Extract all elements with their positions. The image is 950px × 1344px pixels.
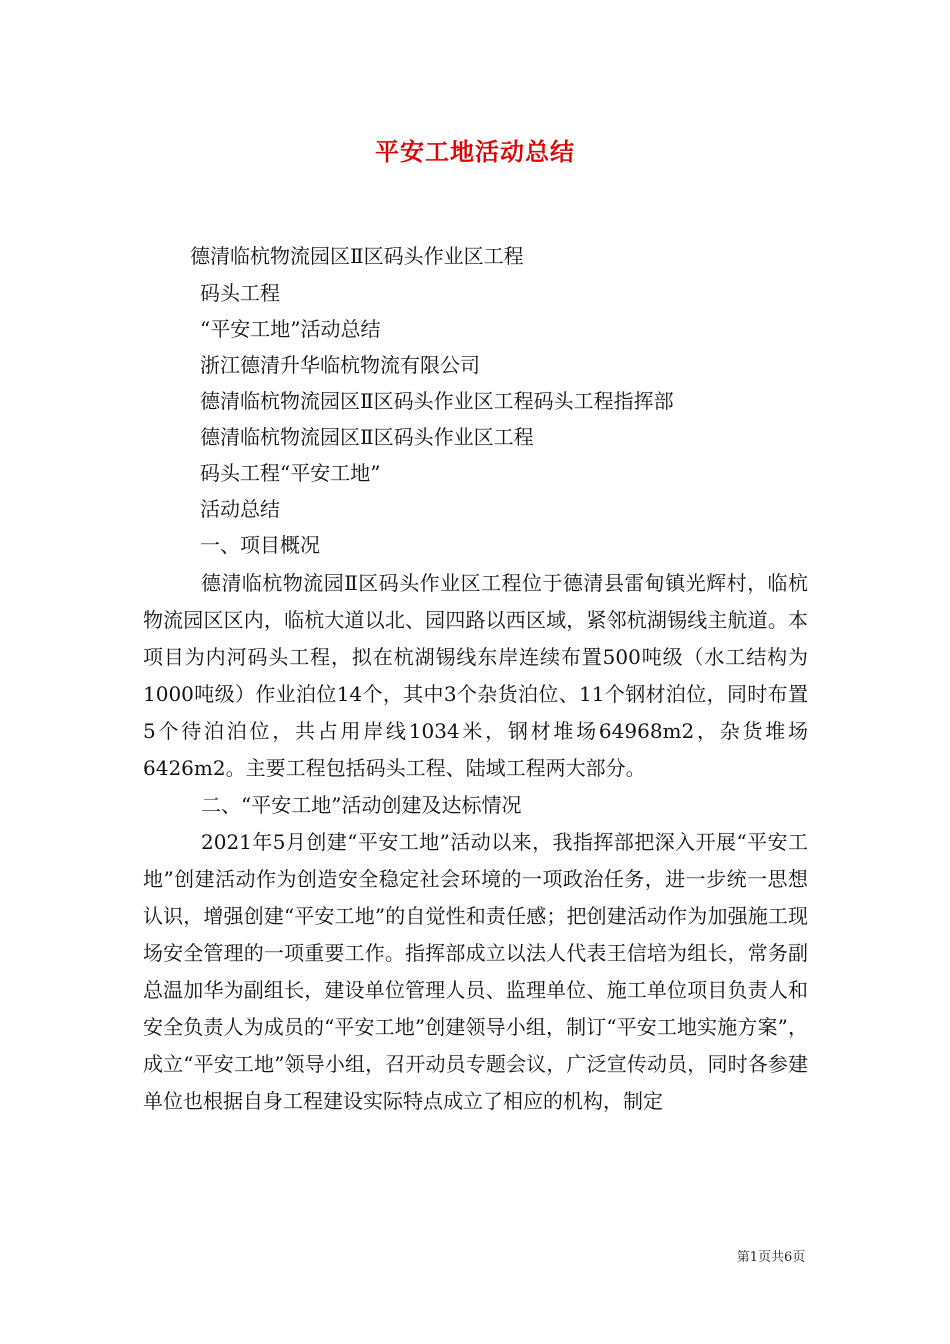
- header-line-wharf: 码头工程: [200, 281, 280, 305]
- header-line-project: 德清临杭物流园区Ⅱ区码头作业区工程: [190, 244, 524, 268]
- header-line-activity-summary: 活动总结: [200, 497, 280, 521]
- header-line-project-repeat: 德清临杭物流园区Ⅱ区码头作业区工程: [200, 425, 534, 449]
- paragraph-safe-site-activity: 2021年5月创建“平安工地”活动以来，我指挥部把深入开展“平安工地”创建活动作为创造安全稳定社会环境的一项政治任务，进一步统一思想认识，增强创建“平安工地”的自觉性和责任感；把创建活动作为加强施工现场安全管理的一项重要工作。指挥部成立以法人代表王信培为组长，常务副总温加华为副组长，建设单位管理人员、监理单位、施工单位项目负责人和安全负责人为成员的“平安工地”创建领导小组，制订“平安工地实施方案”，成立“平安工地”领导小组，召开动员专题会议，广泛宣传动员，同时各参建单位也根据自身工程建设实际特点成立了相应的机构，制定: [143, 830, 808, 1113]
- section-heading-overview: 一、项目概况: [200, 533, 320, 557]
- body-content: [143, 565, 808, 1120]
- header-line-summary: “平安工地”活动总结: [200, 317, 381, 341]
- header-line-company: 浙江德清升华临杭物流有限公司: [200, 353, 480, 377]
- page-number: 第1页共6页: [736, 1250, 806, 1265]
- paragraph-project-overview: 德清临杭物流园Ⅱ区码头作业区工程位于德清县雷甸镇光辉村，临杭物流园区区内，临杭大道以北、园四路以西区域，紧邻杭湖锡线主航道。本项目为内河码头工程，拟在杭湖锡线东岸连续布置500吨级（水工结构为1000吨级）作业泊位14个，其中3个杂货泊位、11个钢材泊位，同时布置5个待泊泊位，共占用岸线1034米，钢材堆场64968m2，杂货堆场6426m2。主要工程包括码头工程、陆域工程两大部分。: [143, 571, 808, 780]
- header-line-wharf-safe-site: 码头工程“平安工地”: [200, 461, 381, 485]
- header-line-headquarters: 德清临杭物流园区Ⅱ区码头作业区工程码头工程指挥部: [200, 389, 674, 413]
- page-title: 平安工地活动总结: [375, 137, 575, 166]
- section-heading-safe-site: 二、“平安工地”活动创建及达标情况: [201, 793, 522, 817]
